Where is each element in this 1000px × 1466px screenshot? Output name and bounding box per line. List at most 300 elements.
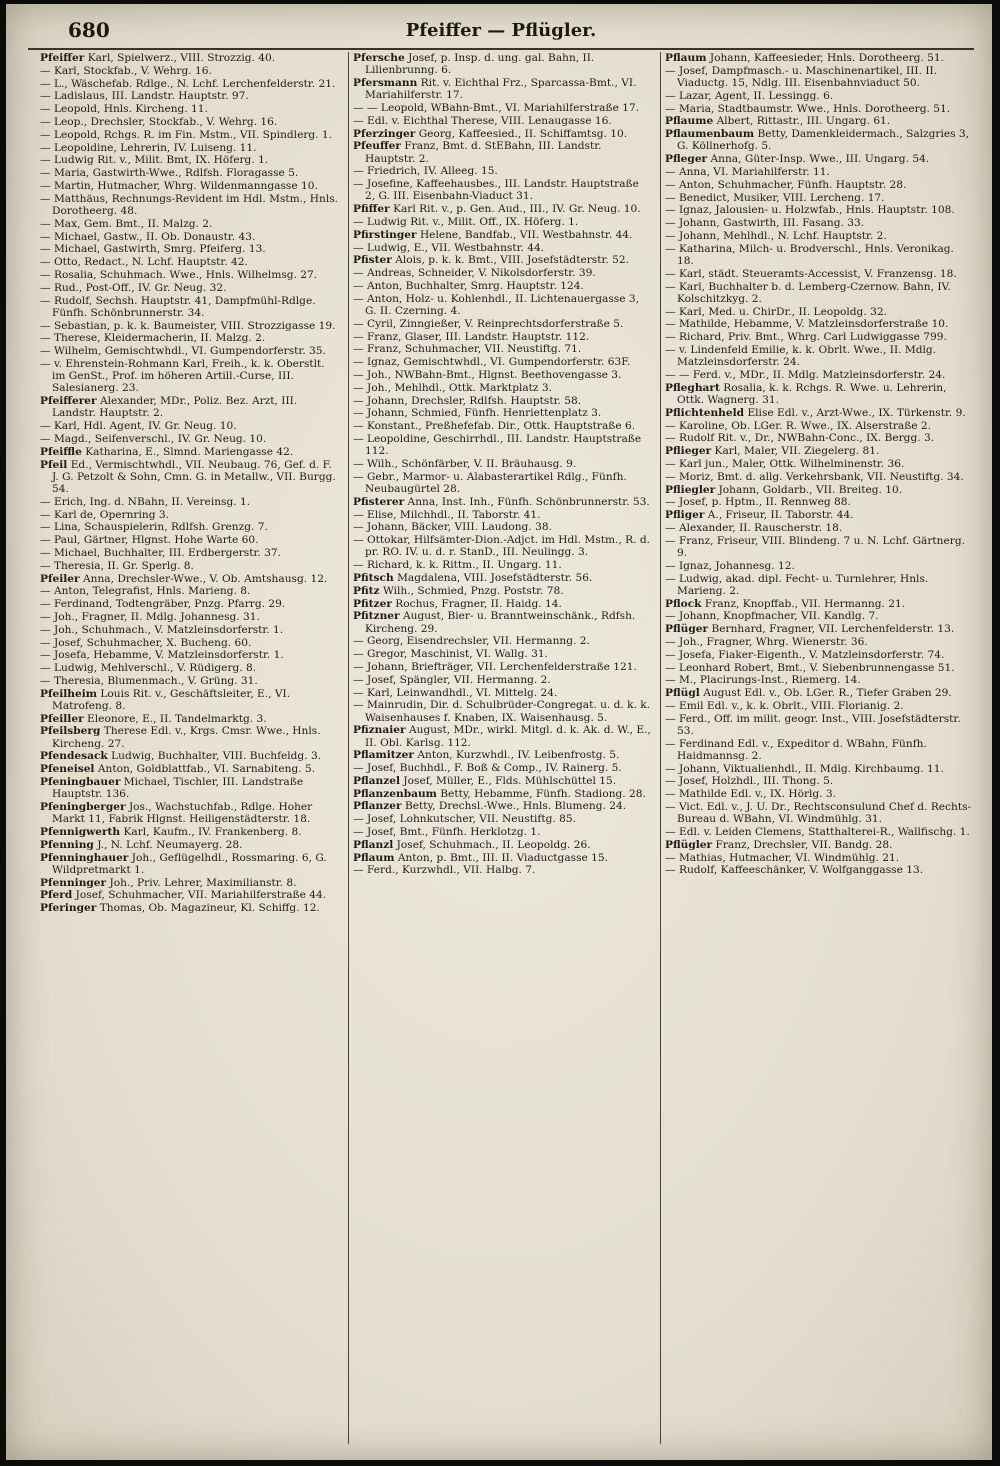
entry-text: — v. Lindenfeld Emilie, k. k. Obrlt. Wwe., II. Mdlg. Matzleinsdorferstr. 24. (665, 343, 937, 369)
entry-surname: Pflaume (665, 115, 714, 128)
entry-surname: Pfendesack (40, 750, 108, 763)
directory-entry (665, 306, 974, 318)
entry-text: — Anna, VI. Mariahilferstr. 11. (665, 165, 830, 178)
entry-text: — v. Ehrenstein-Rohmann Karl, Freih., k. k. Oberstlt. im GenSt., Prof. im höheren Artill.-Curse, III. Salesianerg. 23. (40, 357, 325, 395)
entry-surname: Pfeiller (40, 712, 84, 725)
entry-text: Josef, Schuhmach., II. Leopoldg. 26. (396, 838, 591, 851)
entry-surname: Pflügler (665, 838, 713, 851)
entry-text: — Michael, Buchhalter, III. Erdbergerstr. 37. (40, 546, 281, 559)
entry-text: Franz, Bmt. d. StEBahn, III. Landstr. Hauptstr. 2. (365, 140, 602, 165)
entry-text: Josef, p. Insp. d. ung. gal. Bahn, II. Lilienbrunng. 6. (365, 52, 595, 77)
entry-text: August, MDr., wirkl. Mitgl. d. k. Ak. d. W., E., II. Obl. Karlsg. 112. (365, 724, 651, 749)
entry-surname: Pfenninghauer (40, 851, 129, 864)
entry-text: — Ludwig, akad. dipl. Fecht- u. Turnlehrer, Hnls. Marieng. 2. (665, 572, 929, 597)
entry-text: — Johann, Knopfmacher, VII. Kandlg. 7. (665, 610, 879, 623)
entry-text: — Martin, Hutmacher, Whrg. Wildenmanngasse 10. (40, 179, 318, 192)
directory-entry (665, 687, 974, 699)
directory-entry (40, 103, 340, 115)
entry-text: Betty, Drechsl.-Wwe., Hnls. Blumeng. 24. (404, 800, 627, 813)
directory-entry (40, 116, 340, 128)
entry-text: — Sebastian, p. k. k. Baumeister, VIII. Strozzigasse 19. (40, 319, 336, 332)
directory-entry (353, 800, 652, 812)
directory-entry (40, 801, 340, 825)
entry-text: Joh., Priv. Lehrer, Maximilianstr. 8. (109, 876, 297, 889)
entry-text: — Johann, Gastwirth, III. Fasang. 33. (665, 217, 865, 230)
directory-entry (40, 282, 340, 294)
directory-entry (40, 826, 340, 838)
column-3 (660, 52, 978, 1444)
entry-text: Josef, Schuhmacher, VII. Mariahilferstraße 44. (75, 889, 327, 902)
entry-text: — Franz, Friseur, VIII. Blindeng. 7 u. N. Lchf. Gärtnerg. 9. (665, 534, 965, 559)
directory-entry (665, 573, 974, 597)
directory-entry (40, 852, 340, 876)
entry-text: — Leopoldine, Geschirrhdl., III. Landstr. Hauptstraße 112. (353, 432, 642, 458)
entry-surname: Pfitzer (353, 597, 392, 610)
entry-text: — Franz, Glaser, III. Landstr. Hauptstr. 112. (353, 330, 590, 343)
directory-entry (40, 433, 340, 445)
directory-entry (353, 559, 652, 571)
entry-text: — Ludwig, Mehlverschl., V. Rüdigerg. 8. (40, 662, 257, 675)
directory-entry (40, 598, 340, 610)
directory-entry (40, 585, 340, 597)
entry-text: — Karoline, Ob. LGer. R. Wwe., IX. Alserstraße 2. (665, 419, 932, 432)
directory-entry (40, 509, 340, 521)
entry-text: J., N. Lchf. Neumayerg. 28. (97, 838, 243, 851)
entry-text: — Johann, Briefträger, VII. Lerchenfelderstraße 121. (353, 660, 637, 673)
entry-text: — Ladislaus, III. Landstr. Hauptstr. 97. (40, 90, 249, 103)
entry-text: Jos., Wachstuchfab., Rdlge. Hoher Markt 11, Fabrik Hlgnst. Heiligenstädterstr. 18. (52, 801, 313, 826)
entry-surname: Pflichtenheld (665, 406, 745, 419)
entry-text: — Edl. v. Eichthal Therese, VIII. Lenaugasse 16. (353, 114, 612, 127)
directory-entry (40, 320, 340, 332)
directory-entry (40, 521, 340, 533)
entry-surname: Pflanzer (353, 800, 402, 813)
entry-surname: Pflaumenbaum (665, 128, 755, 141)
directory-entry (665, 103, 974, 115)
entry-text: Michael, Tischler, III. Landstraße Hauptstr. 136. (52, 776, 304, 801)
directory-entry (40, 129, 340, 141)
directory-entry (665, 471, 974, 483)
directory-entry (665, 445, 974, 457)
directory-entry (353, 128, 652, 140)
directory-entry (40, 496, 340, 508)
entry-text: Johann, Goldarb., VII. Breiteg. 10. (718, 483, 903, 496)
entry-text: — Josef, p. Hptm., II. Rennweg 88. (665, 496, 851, 509)
entry-surname: Pferinger (40, 902, 97, 915)
directory-entry (665, 610, 974, 622)
directory-entry (40, 839, 340, 851)
entry-text: August Edl. v., Ob. LGer. R., Tiefer Graben 29. (703, 687, 952, 700)
entry-text: — Alexander, II. Rauscherstr. 18. (665, 521, 843, 534)
entry-text: — Lazar, Agent, II. Lessingg. 6. (665, 89, 834, 102)
directory-entry (665, 407, 974, 419)
entry-text: Anna, Inst. Inh., Fünfh. Schönbrunnerstr. 53. (407, 495, 650, 508)
entry-text: — Richard, k. k. Rittm., II. Ungarg. 11. (353, 559, 562, 572)
entry-text: — Joh., NWBahn-Bmt., Hlgnst. Beethovengasse 3. (353, 368, 622, 381)
entry-text: — Karl de, Opernring 3. (40, 508, 169, 521)
entry-surname: Pfeiffle (40, 445, 82, 458)
entry-surname: Pfersche (353, 52, 405, 64)
entry-text: — Richard, Priv. Bmt., Whrg. Carl Ludwiggasse 799. (665, 331, 947, 344)
directory-entry (665, 623, 974, 635)
directory-entry (353, 407, 652, 419)
entry-text: — Vict. Edl. v., J. U. Dr., Rechtsconsulund Chef d. Rechts-Bureau d. WBahn, VI. Windmühlg. 31. (665, 801, 972, 826)
entry-text: Ed., Vermischtwhdl., VII. Neubaug. 76, Gef. d. F. J. G. Petzolt & Sohn, Cmn. G. in Metallw., VII. Burgg. 54. (52, 458, 336, 495)
entry-surname: Pflügl (665, 687, 700, 700)
entry-text: — Anton, Buchhalter, Smrg. Hauptstr. 124. (353, 279, 584, 292)
directory-entry (40, 713, 340, 725)
directory-entry (40, 269, 340, 281)
entry-text: — Leopold, Rchgs. R. im Fin. Mstm., VII. Spindlerg. 1. (40, 128, 333, 141)
entry-text: A., Friseur, II. Taborstr. 44. (707, 509, 854, 522)
entry-surname: Pflüger (665, 623, 709, 636)
entry-text: — Erich, Ing. d. NBahn, II. Vereinsg. 1. (40, 495, 251, 508)
entry-text: — Konstant., Preßhefefab. Dir., Ottk. Hauptstraße 6. (353, 420, 636, 433)
directory-entry (40, 637, 340, 649)
entry-surname: Pfliger (665, 509, 705, 522)
entry-surname: Pfiffer (353, 203, 390, 216)
entry-text: — Josefa, Fiaker-Eigenth., V. Matzleinsdorferstr. 74. (665, 648, 945, 661)
directory-entry (665, 636, 974, 648)
entry-surname: Pfeilsberg (40, 725, 101, 738)
directory-entry (40, 52, 340, 64)
directory-entry (353, 140, 652, 164)
entry-text: Alois, p. k. k. Bmt., VIII. Josefstädterstr. 52. (395, 254, 629, 267)
entry-text: — Leopold, Hnls. Kircheng. 11. (40, 103, 208, 116)
entry-text: Elise Edl. v., Arzt-Wwe., IX. Türkenstr. 9. (747, 406, 966, 419)
directory-entry (353, 852, 652, 864)
entry-text: — Karl, Hdl. Agent, IV. Gr. Neug. 10. (40, 420, 237, 433)
entry-text: — Ferd., Off. im milit. geogr. Inst., VIII. Josefstädterstr. 53. (665, 712, 961, 737)
entry-surname: Pfeiffer (40, 52, 85, 64)
directory-entry (353, 661, 652, 673)
directory-entry (353, 598, 652, 610)
entry-text: — Katharina, Milch- u. Brodverschl., Hnls. Veronikag. 18. (665, 242, 954, 267)
directory-entry (353, 534, 652, 558)
directory-entry (353, 775, 652, 787)
entry-text: — Mainrudin, Dir. d. Schulbrüder-Congregat. u. d. k. k. Waisenhauses f. Knaben, IX. Waisenhausg. 5. (353, 699, 651, 724)
entry-surname: Pfenninger (40, 876, 107, 889)
entry-surname: Pferzinger (353, 127, 416, 140)
directory-entry (665, 192, 974, 204)
directory-entry (665, 90, 974, 102)
entry-text: — Josef, Schuhmacher, X. Bucheng. 60. (40, 636, 252, 649)
entry-text: — Ignaz, Johannesg. 12. (665, 559, 795, 572)
entry-text: — — Leopold, WBahn-Bmt., VI. Mariahilferstraße 17. (353, 102, 640, 114)
entry-text: — Rudolf, Kaffeeschänker, V. Wolfganggasse 13. (665, 864, 924, 877)
entry-text: — Edl. v. Leiden Clemens, Statthalterei-R., Wallfischg. 1. (665, 826, 970, 839)
directory-entry (40, 547, 340, 559)
entry-surname: Pfeningbauer (40, 776, 121, 789)
entry-text: — Anton, Holz- u. Kohlenhdl., II. Lichtenauergasse 3, G. II. Czerning. 4. (353, 292, 639, 317)
entry-surname: Pflanzel (353, 774, 401, 787)
directory-entry (665, 484, 974, 496)
directory-entry (40, 90, 340, 102)
entry-text: — Ludwig, E., VII. Westbahnstr. 44. (353, 241, 545, 254)
directory-entry (353, 839, 652, 851)
entry-text: Alexander, MDr., Poliz. Bez. Arzt, III. Landstr. Hauptstr. 2. (52, 395, 298, 420)
entry-text: Karl, Spielwerz., VIII. Strozzig. 40. (87, 52, 276, 64)
directory-entry (665, 230, 974, 242)
entry-surname: Pfitz (353, 584, 380, 597)
directory-entry (353, 52, 652, 76)
directory-entry (353, 115, 652, 127)
directory-entry (40, 750, 340, 762)
entry-text: — Karl, Buchhalter b. d. Lemberg-Czernow. Bahn, IV. Kolschitzkyg. 2. (665, 280, 951, 305)
directory-entry (665, 281, 974, 305)
directory-entry (40, 193, 340, 217)
directory-entry (40, 78, 340, 90)
directory-entry (40, 345, 340, 357)
entry-text: Betty, Damenkleidermach., Salzgries 3, G. Köllnerhofg. 5. (677, 128, 970, 153)
entry-surname: Pflock (665, 597, 702, 610)
directory-entry (353, 724, 652, 748)
directory-entry (353, 343, 652, 355)
entry-text: August, Bier- u. Branntweinschänk., Rdfsh. Kircheng. 29. (365, 610, 636, 635)
entry-text: — Ludwig Rit. v., Milit. Off., IX. Höferg. 1. (353, 215, 579, 228)
entry-text: — Johann, Schmied, Fünfh. Henriettenplatz 3. (353, 407, 602, 420)
entry-text: Albert, Rittastr., III. Ungarg. 61. (716, 115, 891, 128)
directory-entry (353, 813, 652, 825)
directory-entry (353, 864, 652, 876)
entry-text: — Johann, Mehlhdl., N. Lchf. Hauptstr. 2. (665, 229, 887, 242)
entry-text: Rit. v. Eichthal Frz., Sparcassa-Bmt., VI. Mariahilferstr. 17. (365, 77, 637, 102)
entry-text: Therese Edl. v., Krgs. Cmsr. Wwe., Hnls. Kircheng. 27. (52, 725, 321, 750)
entry-text: — Matthäus, Rechnungs-Revident im Hdl. Mstm., Hnls. Dorotheerg. 48. (40, 192, 339, 217)
directory-entry (353, 395, 652, 407)
entry-text: — Josef, Holzhdl., III. Thong. 5. (665, 775, 834, 788)
entry-text: Bernhard, Fragner, VII. Lerchenfelderstr. 13. (711, 623, 955, 636)
page-number: 680 (68, 18, 110, 42)
entry-text: Anna, Drechsler-Wwe., V. Ob. Amtshausg. 12. (83, 572, 328, 585)
entry-text: Georg, Kaffeesied., II. Schiffamtsg. 10. (418, 127, 628, 140)
directory-entry (40, 560, 340, 572)
entry-text: Anton, Kurzwhdl., IV. Leibenfrostg. 5. (417, 749, 620, 762)
directory-columns (36, 52, 972, 1444)
entry-surname: Pfisterer (353, 495, 405, 508)
directory-entry (665, 509, 974, 521)
entry-text: — Gregor, Maschinist, VI. Wallg. 31. (353, 648, 548, 661)
directory-entry (665, 852, 974, 864)
directory-entry (40, 534, 340, 546)
directory-entry (353, 521, 652, 533)
directory-entry (40, 154, 340, 166)
entry-text: — Karl, Leinwandhdl., VI. Mittelg. 24. (353, 686, 558, 699)
directory-entry (40, 295, 340, 319)
directory-entry (665, 65, 974, 89)
entry-text: Anna, Güter-Insp. Wwe., III. Ungarg. 54. (710, 153, 930, 166)
directory-entry (353, 369, 652, 381)
entry-text: Joh., Geflügelhdl., Rossmaring. 6, G. Wildpretmarkt 1. (52, 851, 327, 876)
entry-text: — Theresia, Blumenmach., V. Grüng. 31. (40, 674, 258, 687)
page-header (28, 14, 974, 50)
directory-entry (353, 229, 652, 241)
directory-entry (40, 776, 340, 800)
directory-entry (353, 293, 652, 317)
entry-text: — Otto, Redact., N. Lchf. Hauptstr. 42. (40, 256, 248, 269)
entry-text: — Mathilde, Hebamme, V. Matzleinsdorferstraße 10. (665, 318, 949, 331)
entry-text: — Max, Gem. Bmt., II. Malzg. 2. (40, 217, 213, 230)
entry-text: — Josefine, Kaffeehausbes., III. Landstr. Hauptstraße 2, G. III. Eisenbahn-Viaduct 31. (353, 178, 639, 203)
entry-text: Franz, Knopffab., VII. Hermanng. 21. (704, 597, 906, 610)
directory-entry (665, 738, 974, 762)
entry-text: Franz, Drechsler, VII. Bandg. 28. (715, 838, 893, 851)
entry-surname: Pflaum (353, 851, 395, 864)
entry-text: — Joh., Fragner, Whrg. Wienerstr. 36. (665, 635, 868, 648)
directory-entry (665, 318, 974, 330)
entry-text: — Karl, Stockfab., V. Wehrg. 16. (40, 64, 212, 77)
column-2 (348, 52, 656, 1444)
entry-surname: Pflieger (665, 445, 712, 458)
entry-text: — Josef, Spängler, VII. Hermanng. 2. (353, 673, 551, 686)
directory-entry (353, 610, 652, 634)
directory-entry (665, 560, 974, 572)
directory-entry (353, 433, 652, 457)
entry-text: — Paul, Gärtner, Hlgnst. Hohe Warte 60. (40, 534, 259, 547)
entry-text: — L., Wäschefab. Rdlge., N. Lchf. Lerchenfelderstr. 21. (40, 77, 336, 90)
directory-entry (353, 242, 652, 254)
directory-entry (353, 496, 652, 508)
directory-entry (353, 420, 652, 432)
entry-surname: Pferd (40, 889, 73, 902)
entry-text: Johann, Kaffeesieder, Hnls. Dorotheerg. 51. (709, 52, 945, 64)
directory-entry (353, 585, 652, 597)
entry-surname: Pfeneisel (40, 763, 95, 776)
directory-entry (353, 216, 652, 228)
entry-text: Rochus, Fragner, II. Haidg. 14. (395, 597, 562, 610)
directory-entry (40, 624, 340, 636)
directory-entry (40, 218, 340, 230)
entry-text: — Emil Edl. v., k. k. Obrlt., VIII. Florianig. 2. (665, 699, 904, 712)
entry-text: — Joh., Fragner, II. Mdlg. Johannesg. 31. (40, 610, 260, 623)
directory-entry (353, 280, 652, 292)
directory-page (6, 4, 992, 1460)
entry-surname: Pfeningberger (40, 801, 126, 814)
directory-entry (665, 598, 974, 610)
directory-entry (665, 826, 974, 838)
entry-text: — Magd., Seifenverschl., IV. Gr. Neug. 10. (40, 432, 267, 445)
entry-surname: Pflanzl (353, 838, 394, 851)
entry-text: — Ignaz, Gemischtwhdl., VI. Gumpendorferstr. 63F. (353, 356, 631, 369)
entry-text: — Rudolf Rit. v., Dr., NWBahn-Conc., IX. Bergg. 3. (665, 432, 935, 445)
directory-entry (665, 344, 974, 368)
directory-entry (665, 496, 974, 508)
entry-text: Josef, Müller, E., Flds. Mühlschüttel 15. (403, 774, 617, 787)
entry-surname: Pfleger (665, 153, 708, 166)
directory-entry (40, 649, 340, 661)
directory-entry (353, 356, 652, 368)
directory-entry (40, 675, 340, 687)
entry-text: — Mathilde Edl. v., IX. Hörlg. 3. (665, 788, 837, 801)
entry-surname: Pflaum (665, 52, 707, 64)
directory-entry (40, 573, 340, 585)
directory-entry (353, 762, 652, 774)
directory-entry (665, 535, 974, 559)
directory-entry (353, 471, 652, 495)
directory-entry (665, 674, 974, 686)
entry-text: Louis Rit. v., Geschäftsleiter, E., VI. Matrofeng. 8. (52, 687, 291, 712)
entry-text: — — Ferd. v., MDr., II. Mdlg. Matzleinsdorferstr. 24. (665, 368, 946, 381)
entry-surname: Pfenning (40, 838, 94, 851)
entry-text: — Wilh., Schönfärber, V. II. Bräuhausg. 9. (353, 457, 577, 470)
entry-surname: Pflanzenbaum (353, 787, 437, 800)
entry-text: — Maria, Stadtbaumstr. Wwe., Hnls. Dorotheerg. 51. (665, 102, 951, 115)
entry-text: Ludwig, Buchhalter, VIII. Buchfeldg. 3. (111, 750, 322, 763)
entry-surname: Pfeifferer (40, 395, 97, 408)
directory-entry (353, 331, 652, 343)
directory-entry (353, 77, 652, 101)
directory-entry (40, 446, 340, 458)
entry-text: — Joh., Mehlhdl., Ottk. Marktplatz 3. (353, 381, 552, 394)
directory-entry (665, 382, 974, 406)
entry-text: Rosalia, k. k. Rchgs. R. Wwe. u. Lehrerin, Ottk. Wagnerg. 31. (677, 381, 947, 406)
directory-entry (40, 395, 340, 419)
entry-text: — M., Placirungs-Inst., Riemerg. 14. (665, 674, 861, 687)
entry-text: — Ferdinand, Todtengräber, Pnzg. Pfarrg. 29. (40, 598, 286, 611)
entry-text: — Ferd., Kurzwhdl., VII. Halbg. 7. (353, 864, 536, 877)
entry-text: — Josef, Buchhdl., F. Boß & Comp., IV. Rainerg. 5. (353, 762, 622, 775)
directory-entry (40, 611, 340, 623)
entry-text: — Friedrich, IV. Alleeg. 15. (353, 165, 498, 178)
entry-text: — Johann, Bäcker, VIII. Laudong. 38. (353, 521, 552, 534)
entry-text: — Joh., Schuhmach., V. Matzleinsdorferstr. 1. (40, 623, 284, 636)
entry-text: — Wilhelm, Gemischtwhdl., VI. Gumpendorferstr. 35. (40, 345, 326, 358)
directory-entry (665, 217, 974, 229)
entry-surname: Pfitsch (353, 571, 394, 584)
directory-entry (665, 864, 974, 876)
entry-text: — Mathias, Hutmacher, VI. Windmühlg. 21. (665, 851, 900, 864)
directory-entry (665, 369, 974, 381)
directory-entry (665, 128, 974, 152)
directory-entry (665, 662, 974, 674)
directory-entry (665, 649, 974, 661)
entry-text: Eleonore, E., II. Tandelmarktg. 3. (87, 712, 267, 725)
directory-entry (353, 648, 652, 660)
entry-text: — Ludwig Rit. v., Milit. Bmt, IX. Höferg. 1. (40, 154, 269, 167)
entry-text: — Lina, Schauspielerin, Rdlfsh. Grenzg. 7. (40, 521, 268, 534)
entry-text: Anton, Goldblattfab., VI. Sarnabiteng. 5. (97, 763, 316, 776)
entry-text: Betty, Hebamme, Fünfh. Stadiong. 28. (440, 787, 646, 800)
directory-entry (665, 839, 974, 851)
directory-entry (40, 256, 340, 268)
entry-surname: Pfeuffer (353, 140, 401, 153)
entry-text: — Josef, Bmt., Fünfh. Herklotzg. 1. (353, 826, 541, 839)
entry-surname: Pfeilheim (40, 687, 97, 700)
entry-text: — Karl, Med. u. ChirDr., II. Leopoldg. 32. (665, 305, 887, 318)
entry-text: Karl Rit. v., p. Gen. Aud., III., IV. Gr. Neug. 10. (393, 203, 641, 216)
directory-entry (40, 180, 340, 192)
entry-text: — Josefa, Hebamme, V. Matzleinsdorferstr. 1. (40, 649, 284, 662)
directory-entry (665, 700, 974, 712)
entry-text: — Rosalia, Schuhmach. Wwe., Hnls. Wilhelmsg. 27. (40, 268, 318, 281)
directory-entry (353, 267, 652, 279)
directory-entry (665, 268, 974, 280)
column-1 (36, 52, 344, 1444)
directory-entry (665, 52, 974, 64)
directory-entry (40, 231, 340, 243)
directory-entry (40, 332, 340, 344)
entry-text: — Andreas, Schneider, V. Nikolsdorferstr. 39. (353, 267, 596, 280)
entry-surname: Pfitzner (353, 610, 400, 623)
entry-text: Thomas, Ob. Magazineur, Kl. Schiffg. 12. (99, 902, 320, 915)
entry-text: — Ferdinand Edl. v., Expeditor d. WBahn, Fünfh. Haidmannsg. 2. (665, 737, 927, 762)
entry-text: — Leopoldine, Lehrerin, IV. Luiseng. 11. (40, 141, 257, 154)
directory-entry (665, 243, 974, 267)
directory-entry (353, 635, 652, 647)
entry-text: — Josef, Dampfmasch.- u. Maschinenartikel, III. II. Viaductg. 15, Ndlg. III. Eisenbahnviaduct 50. (665, 64, 938, 89)
entry-text: — Georg, Eisendrechsler, VII. Hermanng. 2. (353, 635, 590, 648)
entry-text: — Rud., Post-Off., IV. Gr. Neug. 32. (40, 281, 227, 294)
